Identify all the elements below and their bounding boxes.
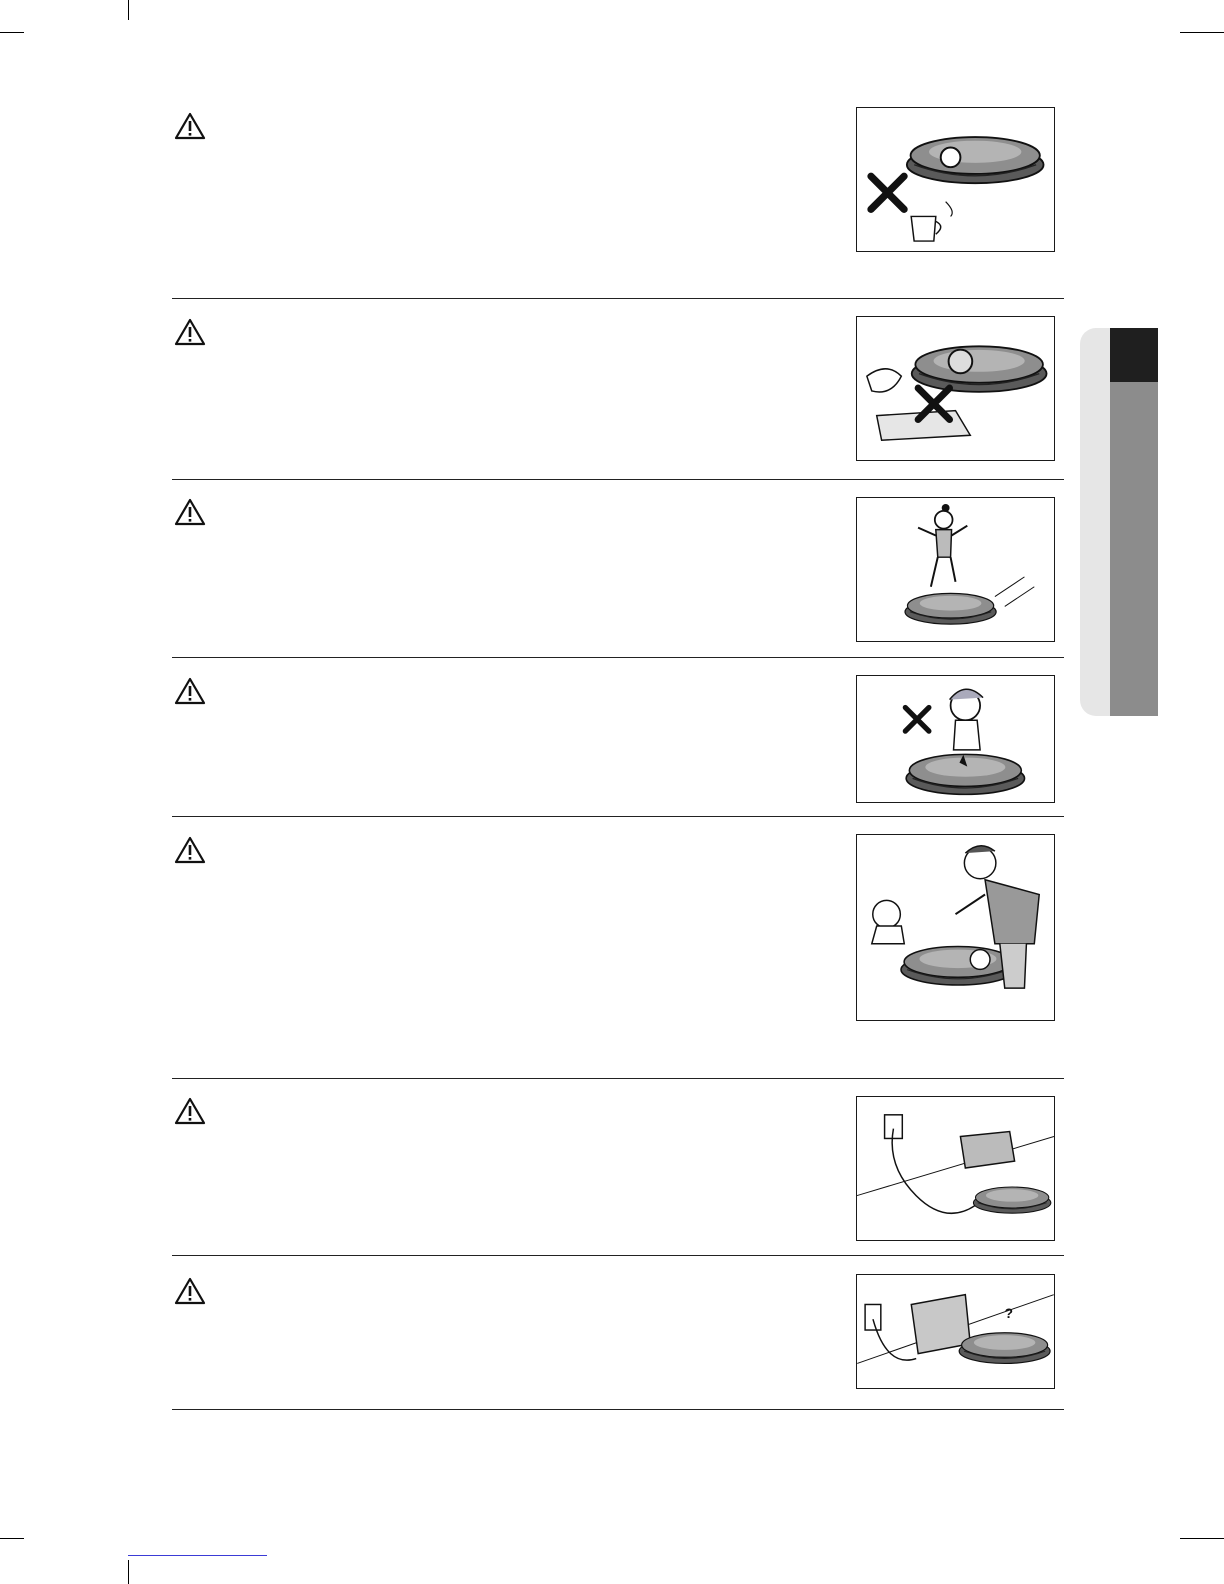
crop-mark-bottom-v: [128, 1560, 129, 1584]
illustration-charger-outlet: [856, 1096, 1055, 1241]
warning-triangle-icon: [174, 1277, 206, 1305]
crop-mark-top-v: [128, 0, 129, 20]
warning-triangle-icon: [174, 112, 206, 140]
warning-section-3: [172, 498, 1064, 656]
illustration-cup-prohibited: [856, 107, 1055, 252]
section-divider: [172, 1255, 1064, 1256]
section-divider: [172, 479, 1064, 480]
chapter-side-tab-active-block: [1110, 328, 1158, 382]
illustration-sitting-on-robot-prohibited: [856, 675, 1055, 803]
warning-section-7: [172, 1277, 1064, 1409]
chapter-side-tab-gray-block: [1110, 382, 1158, 716]
warning-section-6: [172, 1097, 1064, 1255]
footer-link-underline[interactable]: [128, 1555, 267, 1556]
warning-triangle-icon: [174, 498, 206, 526]
warning-section-1: [172, 112, 1064, 298]
section-divider: [172, 1409, 1064, 1410]
crop-mark-bottom-right-h: [1180, 1538, 1224, 1539]
illustration-jumping-on-robot: [856, 497, 1055, 642]
illustration-child-dog-robot: [856, 834, 1055, 1021]
crop-mark-top-left-h: [0, 32, 24, 33]
warning-triangle-icon: [174, 836, 206, 864]
crop-mark-top-right-h: [1180, 32, 1224, 33]
illustration-cloth-prohibited: [856, 316, 1055, 461]
warning-section-5: [172, 836, 1064, 1078]
section-divider: [172, 657, 1064, 658]
warning-triangle-icon: [174, 318, 206, 346]
illustration-damaged-outlet: [856, 1274, 1055, 1389]
section-divider: [172, 298, 1064, 299]
svg-text:?: ?: [1004, 1306, 1014, 1322]
warning-triangle-icon: [174, 1097, 206, 1125]
warning-section-2: [172, 318, 1064, 478]
section-divider: [172, 1078, 1064, 1079]
crop-mark-bottom-left-h: [0, 1538, 24, 1539]
section-divider: [172, 816, 1064, 817]
warning-triangle-icon: [174, 677, 206, 705]
warning-section-4: [172, 677, 1064, 815]
